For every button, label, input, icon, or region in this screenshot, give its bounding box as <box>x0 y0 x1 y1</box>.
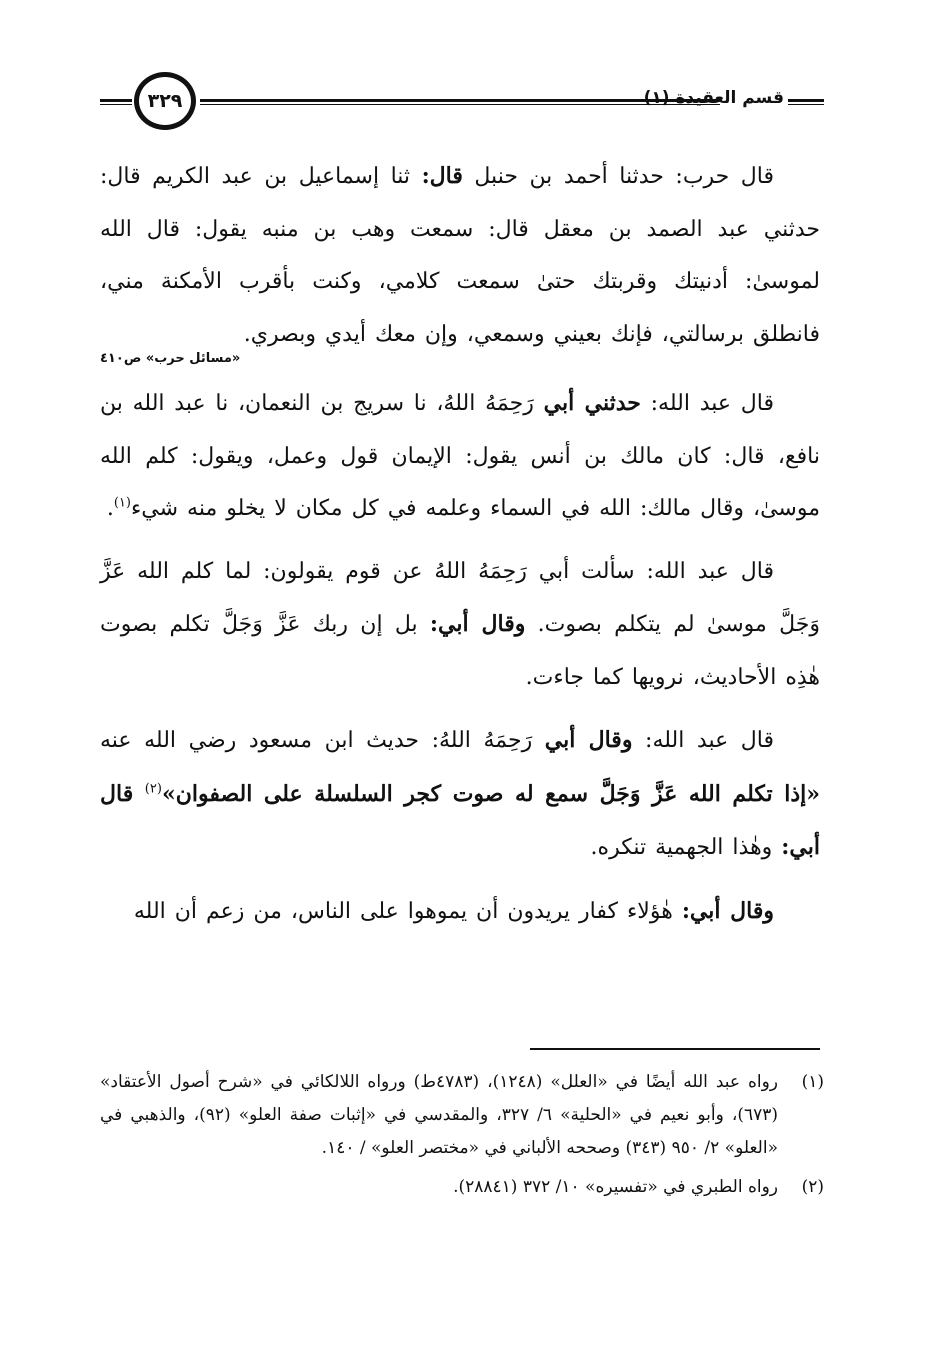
text-run-bold: وقال أبي <box>544 727 633 753</box>
footnotes <box>100 1066 824 1210</box>
paragraph-5 <box>100 885 820 939</box>
text-run: قال حرب: حدثنا أحمد بن حنبل <box>462 164 774 189</box>
text-run-bold: وقال أبي: <box>429 611 526 637</box>
text-run-bold: وقال أبي: <box>681 897 774 924</box>
footnote-ref-2[interactable]: (٢) <box>144 781 162 797</box>
footnote-1 <box>100 1066 824 1165</box>
text-run: رَحِمَهُ اللهُ، نا سريج بن النعمان، نا عبد الله بن نافع، قال: كان مالك بن أنس يقول: الإيمان قول وعمل، ويقول: كلم الله موسىٰ، وقال مالك: الله في السماء وعلمه في كل مكان لا يخلو منه شيء <box>100 391 820 521</box>
header-rule-left <box>100 99 132 105</box>
footnote-separator <box>530 1048 820 1050</box>
page-header <box>100 72 824 132</box>
paragraph-2 <box>100 377 820 536</box>
footnote-text: رواه الطبري في «تفسيره» ١٠/ ٣٧٢ (٢٨٨٤١). <box>453 1177 778 1197</box>
text-run-bold: قال: <box>421 163 463 189</box>
footnote-number: (١) <box>801 1072 824 1092</box>
page-number: ٣٢٩ <box>147 90 183 112</box>
footnote-number: (٢) <box>801 1177 824 1197</box>
footnote-ref-1[interactable]: (١) <box>113 495 131 511</box>
text-run-bold: حدثني أبي <box>543 390 641 416</box>
text-run: وهٰذا الجهمية تنكره. <box>590 835 782 860</box>
header-rule-middle <box>200 99 720 105</box>
paragraph-1 <box>100 150 820 361</box>
text-run: رَحِمَهُ اللهُ: حديث ابن مسعود رضي الله عنه <box>100 728 545 753</box>
header-rule-right <box>788 99 824 105</box>
text-run: قال عبد الله: <box>632 728 775 753</box>
section-title: قسم العقيدة (١) <box>643 88 784 108</box>
footnote-text: رواه عبد الله أيضًا في «العلل» (١٢٤٨)، (٤٧٨٣ط) ورواه اللالكائي في «شرح أصول الأعتقاد» (٦٧٣)، وأبو نعيم في «الحلية» ٦/ ٣٢٧، والمقدسي في «إثبات صفة العلو» (٩٢)، والذهبي في «العلو» ٢/ ٩٥٠ (٣٤٣) وصححه الألباني في «مختصر العلو» / ١٤٠. <box>100 1072 779 1158</box>
text-run: هٰؤلاء كفار يريدون أن يموهوا على الناس، من زعم أن الله <box>133 898 682 924</box>
text-run: . <box>106 496 114 521</box>
hadith-quote: «إذا تكلم الله عَزَّ وَجَلَّ سمع له صوت كجر السلسلة على الصفوان» <box>161 780 820 807</box>
paragraph-4 <box>100 714 820 875</box>
source-citation: «مسائل حرب» ص٤١٠ <box>100 351 241 366</box>
text-run-bold: قال أبي: <box>100 780 820 860</box>
page-number-badge <box>134 72 196 130</box>
text-run: ثنا إسماعيل بن عبد الكريم قال: حدثني عبد الصمد بن معقل قال: سمعت وهب بن منبه يقول: قال الله لموسىٰ: أدنيتك وقربتك حتىٰ سمعت كلامي، وكنت بأقرب الأمكنة مني، فانطلق برسالتي، فإنك بعيني وسمعي، وإن معك أيدي وبصري. <box>100 164 820 347</box>
paragraph-3 <box>100 546 820 705</box>
footnote-2 <box>100 1171 824 1204</box>
main-text <box>100 150 820 938</box>
text-run: بل إن ربك عَزَّ وَجَلَّ تكلم بصوت هٰذِه الأحاديث، نرويها كما جاءت. <box>100 612 820 690</box>
text-run: قال عبد الله: <box>640 391 774 416</box>
text-run: قال عبد الله: سألت أبي رَحِمَهُ اللهُ عن قوم يقولون: لما كلم الله عَزَّ وَجَلَّ موسىٰ لم يتكلم بصوت. <box>100 558 820 637</box>
